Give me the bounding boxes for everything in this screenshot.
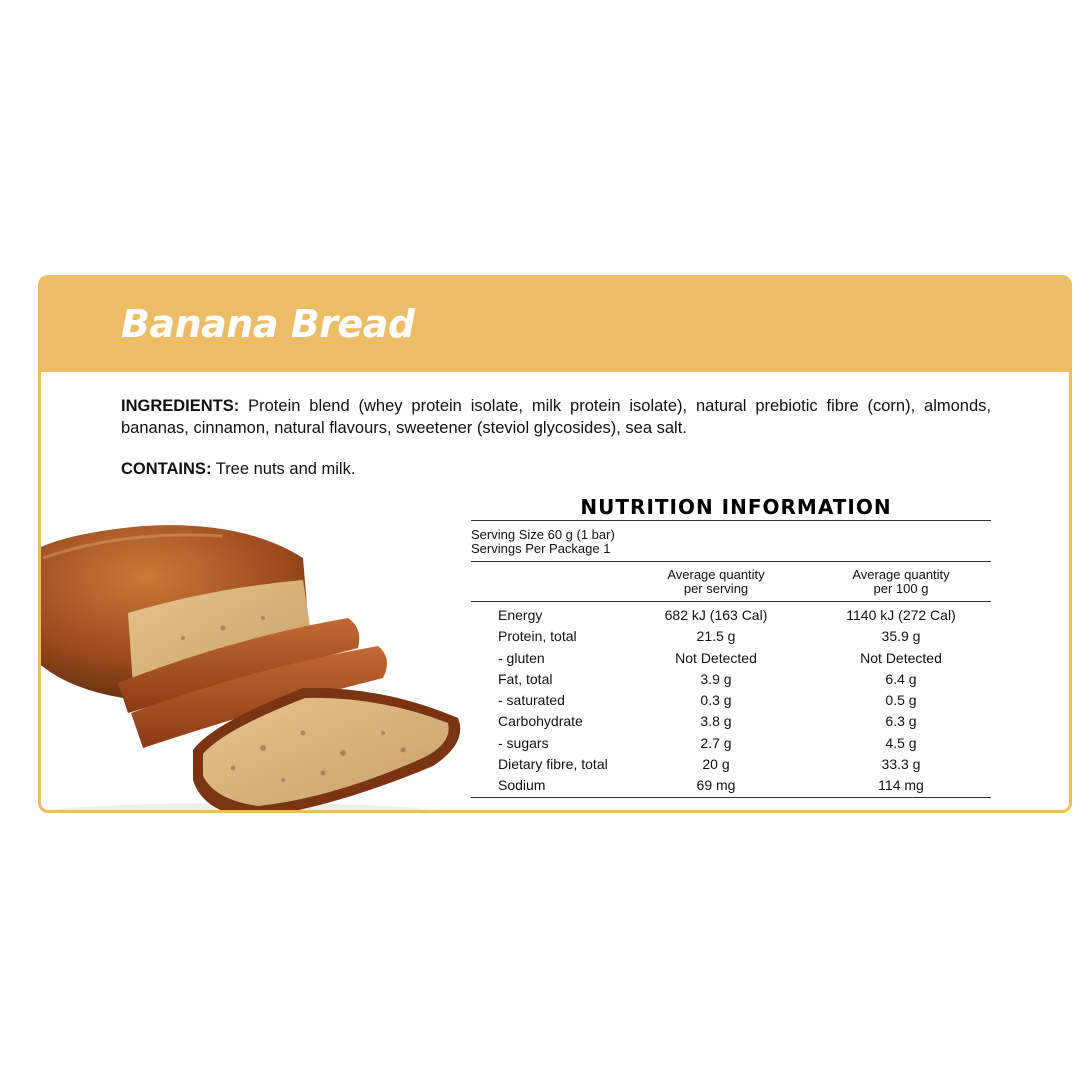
nutrition-column-headers (471, 562, 991, 602)
per-100g-value: 4.5 g (885, 734, 917, 751)
per-100g-value: 0.5 g (885, 692, 917, 709)
serving-size: Serving Size 60 g (1 bar) (471, 527, 615, 542)
header-per-serving-line1: Average quantity (667, 567, 765, 582)
product-card (38, 275, 1072, 813)
banana-bread-loaf-photo (38, 518, 473, 813)
nutrient-name: Carbohydrate (498, 713, 583, 730)
nutrient-name: - sugars (498, 734, 549, 751)
nutrient-name: Fat, total (498, 670, 553, 687)
per-100g-value: 33.3 g (881, 756, 921, 773)
product-title: Banana Bread (121, 302, 415, 346)
nutrition-rows (471, 602, 991, 798)
per-serving-value: Not Detected (675, 649, 757, 666)
nutrient-name: Protein, total (498, 628, 577, 645)
per-100g-value: 6.3 g (885, 713, 917, 730)
nutrient-name: - gluten (498, 649, 545, 666)
servings-per-package: Servings Per Package 1 (471, 541, 611, 556)
per-100g-value: 6.4 g (885, 670, 917, 687)
per-serving-value: 3.8 g (700, 713, 732, 730)
table-row (471, 733, 991, 754)
contains-list: Tree nuts and milk. (211, 460, 356, 478)
per-serving-value: 20 g (702, 756, 730, 773)
table-row (471, 669, 991, 690)
table-row (471, 775, 991, 796)
nutrition-title: NUTRITION INFORMATION (471, 494, 991, 521)
ingredients-label: INGREDIENTS: (121, 397, 240, 415)
table-row (471, 648, 991, 669)
nutrient-name: Energy (498, 607, 543, 623)
per-serving-value: 3.9 g (700, 670, 732, 687)
header-per-100g-line2: per 100 g (873, 581, 929, 596)
nutrient-name: Dietary fibre, total (498, 756, 608, 773)
per-serving-value: 2.7 g (700, 734, 732, 751)
table-row (471, 754, 991, 775)
header-blank (471, 568, 621, 596)
per-serving-value: 0.3 g (700, 692, 732, 709)
per-serving-value: 69 mg (696, 777, 736, 794)
per-100g-value: 1140 kJ (272 Cal) (846, 607, 956, 623)
header-per-100g (811, 568, 991, 596)
per-serving-value: 21.5 g (696, 628, 736, 645)
serving-info (471, 521, 991, 562)
per-100g-value: 35.9 g (881, 628, 921, 645)
ingredients-list: Protein blend (whey protein isolate, milk protein isolate), natural prebiotic fibre (corn), almonds, bananas, cinnamon, natural flavours, sweetener (steviol glycosides), sea salt. (121, 397, 991, 437)
table-row (471, 626, 991, 647)
ingredients-text (121, 395, 991, 439)
table-row (471, 690, 991, 711)
per-100g-value: 114 mg (878, 777, 924, 794)
contains-label: CONTAINS: (121, 460, 212, 478)
nutrition-panel (471, 494, 991, 798)
nutrient-name: - saturated (498, 692, 565, 709)
per-serving-value: 682 kJ (163 Cal) (664, 607, 768, 623)
table-row (471, 605, 991, 626)
nutrient-name: Sodium (498, 777, 546, 794)
header-per-100g-line1: Average quantity (852, 567, 950, 582)
card-header (41, 278, 1069, 372)
header-per-serving-line2: per serving (683, 581, 749, 596)
table-row (471, 711, 991, 732)
per-100g-value: Not Detected (860, 649, 942, 666)
contains-text (121, 460, 355, 479)
header-per-serving (621, 568, 811, 596)
